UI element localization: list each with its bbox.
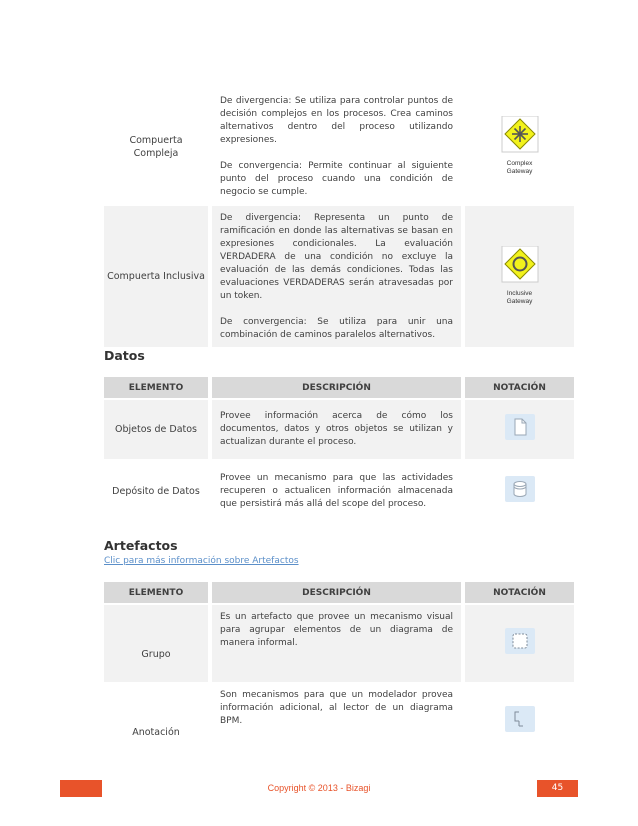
column-header-element: ELEMENTO	[104, 582, 210, 604]
section-title-datos: Datos	[104, 348, 145, 363]
artefactos-table	[104, 582, 574, 761]
column-header-description: DESCRIPCIÓN	[210, 582, 463, 604]
element-description: Son mecanismos para que un modelador provea información adicional, al lector de un diagrama BPM.	[210, 682, 463, 760]
element-notation	[463, 682, 574, 760]
inclusive-gateway-icon	[498, 246, 542, 306]
notation-caption: Inclusive Gateway	[506, 289, 533, 305]
artefactos-info-link[interactable]: Clic para más información sobre Artefactos	[104, 556, 299, 566]
column-header-notation: NOTACIÓN	[463, 377, 574, 399]
element-notation	[463, 604, 574, 682]
element-description: Es un artefacto que provee un mecanismo visual para agrupar elementos de un diagrama de manera informal.	[210, 604, 463, 682]
element-description: De divergencia: Representa un punto de ramificación en donde las alternativas se basan en expresiones condicionales. La evaluación VERDADERA de una condición no excluye la evaluación de las demás condiciones. Todas las evaluaciones VERDADERAS serán atravesadas por un token. De convergencia: Se utiliza para unir una combinación de caminos paralelos alternativos.	[210, 205, 463, 347]
table-row	[104, 682, 574, 760]
table-row	[104, 205, 574, 347]
table-row	[104, 604, 574, 682]
table-row	[104, 399, 574, 459]
element-name: Compuerta Compleja	[104, 89, 210, 205]
element-notation	[463, 459, 574, 523]
column-header-description: DESCRIPCIÓN	[210, 377, 463, 399]
element-notation	[463, 89, 574, 205]
element-name: Anotación	[104, 682, 210, 760]
element-name: Grupo	[104, 604, 210, 682]
footer-copyright: Copyright © 2013 - Bizagi	[267, 783, 371, 793]
annotation-icon	[505, 706, 535, 732]
table-header	[104, 377, 574, 399]
element-description: De divergencia: Se utiliza para controlar puntos de decisión complejos en los procesos. Crea caminos alternativos dentro del proceso utilizando expresiones. De convergencia: Permite continuar al siguiente punto del proceso cuando una condición de negocio se cumple.	[210, 89, 463, 205]
page-number: 45	[537, 780, 578, 797]
element-name: Depósito de Datos	[104, 459, 210, 523]
gateways-table	[104, 89, 574, 348]
element-name: Objetos de Datos	[104, 399, 210, 459]
complex-gateway-icon	[498, 116, 542, 176]
group-icon	[505, 628, 535, 654]
data-object-icon	[505, 414, 535, 440]
element-notation	[463, 205, 574, 347]
table-header	[104, 582, 574, 604]
element-description: Provee información acerca de cómo los documentos, datos y otros objetos se utilizan y actualizan durante el proceso.	[210, 399, 463, 459]
notation-caption: Complex Gateway	[506, 160, 533, 176]
element-name: Compuerta Inclusiva	[104, 205, 210, 347]
datos-table	[104, 377, 574, 524]
table-row	[104, 89, 574, 205]
element-notation	[463, 399, 574, 459]
section-title-artefactos: Artefactos	[104, 538, 178, 553]
column-header-element: ELEMENTO	[104, 377, 210, 399]
data-store-icon	[505, 476, 535, 502]
column-header-notation: NOTACIÓN	[463, 582, 574, 604]
table-row	[104, 459, 574, 523]
element-description: Provee un mecanismo para que las actividades recuperen o actualicen información almacenada que persistirá más allá del scope del proceso.	[210, 459, 463, 523]
